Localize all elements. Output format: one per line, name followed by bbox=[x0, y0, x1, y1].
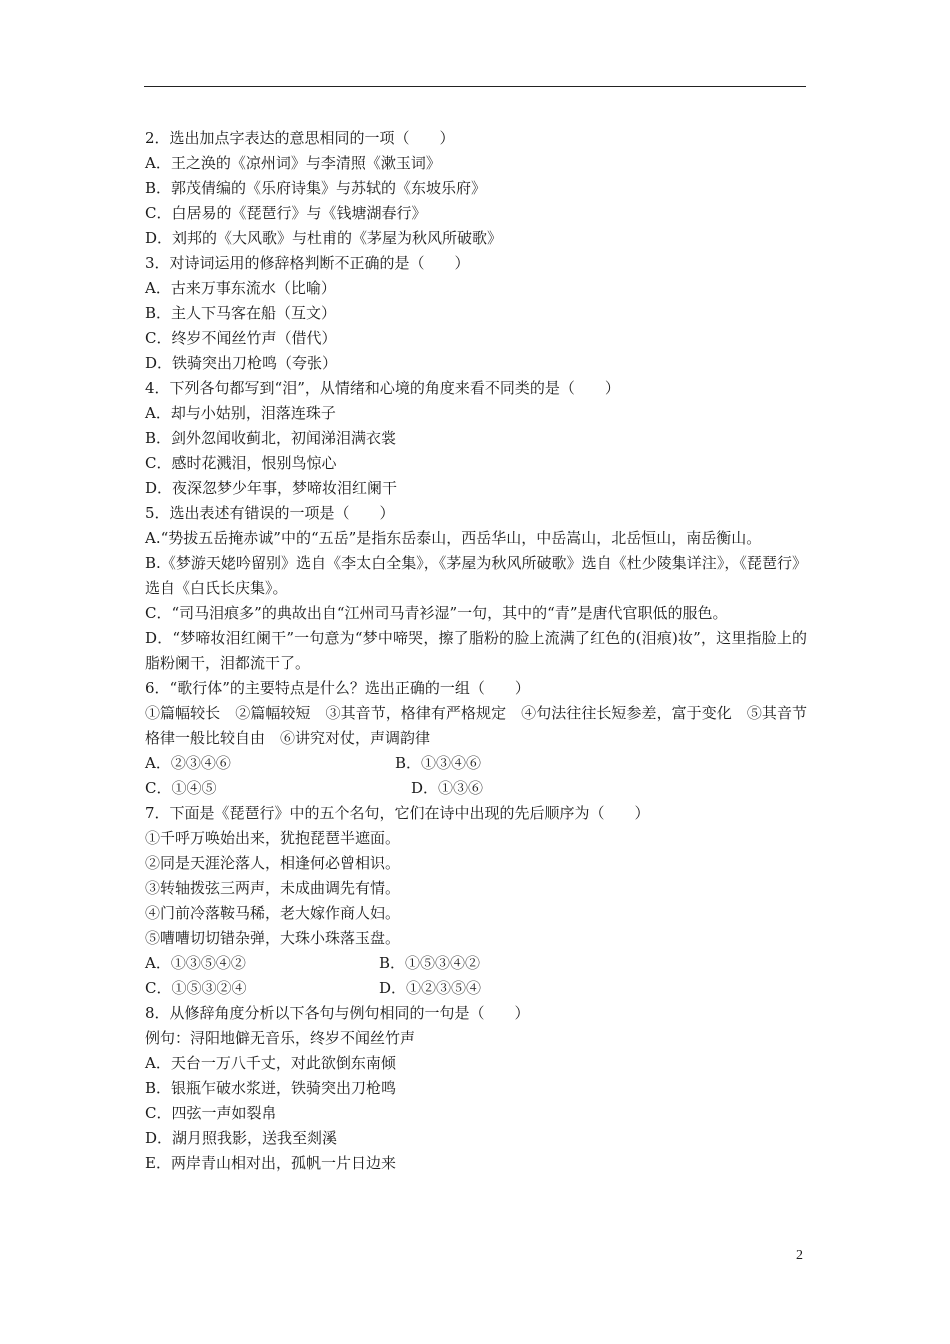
q7-sentence-3: ③转轴拨弦三两声，未成曲调先有情。 bbox=[145, 879, 401, 897]
q7-option-d: D．①②③⑤④ bbox=[379, 979, 482, 997]
q5-option-d: D．“梦啼妆泪红阑干”一句意为“梦中啼哭，擦了脂粉的脸上流满了红色的(泪痕)妆”，这里指脸上的脂粉阑干，泪都流干了。 bbox=[145, 629, 807, 672]
q5-option-b: B.《梦游天姥吟留别》选自《李太白全集》，《茅屋为秋风所破歌》选自《杜少陵集详注》，《琵琶行》选自《白氏长庆集》。 bbox=[145, 554, 807, 597]
q7-options-row-1 bbox=[145, 951, 807, 976]
q8-example: 例句：浔阳地僻无音乐，终岁不闻丝竹声 bbox=[145, 1029, 416, 1047]
q5-option-c: C．“司马泪痕多”的典故出自“江州司马青衫湿”一句，其中的“青”是唐代官职低的服色。 bbox=[145, 604, 728, 622]
q8-option-e: E．两岸青山相对出，孤帆一片日边来 bbox=[145, 1154, 396, 1172]
q3-option-d: D．铁骑突出刀枪鸣（夸张） bbox=[145, 354, 338, 372]
header-rule bbox=[144, 86, 806, 87]
q4-option-d: D．夜深忽梦少年事，梦啼妆泪红阑干 bbox=[145, 479, 398, 497]
q6-stem: 6．“歌行体”的主要特点是什么？选出正确的一组（ ） bbox=[145, 679, 530, 697]
q4-stem: 4．下列各句都写到“泪”，从情绪和心境的角度来看不同类的是（ ） bbox=[145, 379, 620, 397]
q3-option-a: A．古来万事东流水（比喻） bbox=[145, 279, 336, 297]
q7-option-a: A．①③⑤④② bbox=[145, 954, 246, 972]
q2-option-b: B．郭茂倩编的《乐府诗集》与苏轼的《东坡乐府》 bbox=[145, 179, 487, 197]
q6-option-c: C．①④⑤ bbox=[145, 779, 217, 797]
q7-sentence-2: ②同是天涯沦落人，相逢何必曾相识。 bbox=[145, 854, 401, 872]
q8-option-a: A．天台一万八千丈，对此欲倒东南倾 bbox=[145, 1054, 396, 1072]
q7-option-b: B．①⑤③④② bbox=[379, 954, 481, 972]
q6-options-row-1 bbox=[145, 751, 807, 776]
q3-stem: 3．对诗词运用的修辞格判断不正确的是（ ） bbox=[145, 254, 470, 272]
q5-stem: 5．选出表述有错误的一项是（ ） bbox=[145, 504, 395, 522]
q2-option-d: D．刘邦的《大风歌》与杜甫的《茅屋为秋风所破歌》 bbox=[145, 229, 503, 247]
page-number: 2 bbox=[796, 1248, 803, 1263]
q7-option-c: C．①⑤③②④ bbox=[145, 979, 247, 997]
q2-stem: 2．选出加点字表达的意思相同的一项（ ） bbox=[145, 129, 455, 147]
q2-option-a: A．王之涣的《凉州词》与李清照《漱玉词》 bbox=[145, 154, 441, 172]
q7-sentence-4: ④门前冷落鞍马稀，老大嫁作商人妇。 bbox=[145, 904, 401, 922]
q4-option-c: C．感时花溅泪，恨别鸟惊心 bbox=[145, 454, 337, 472]
q3-option-b: B．主人下马客在船（互文） bbox=[145, 304, 337, 322]
q4-option-b: B．剑外忽闻收蓟北，初闻涕泪满衣裳 bbox=[145, 429, 397, 447]
q8-stem: 8．从修辞角度分析以下各句与例句相同的一句是（ ） bbox=[145, 1004, 530, 1022]
q2-option-c: C．白居易的《琵琶行》与《钱塘湖春行》 bbox=[145, 204, 427, 222]
q8-option-c: C．四弦一声如裂帛 bbox=[145, 1104, 277, 1122]
q6-option-b: B．①③④⑥ bbox=[395, 754, 482, 772]
q3-option-c: C．终岁不闻丝竹声（借代） bbox=[145, 329, 337, 347]
page-content bbox=[145, 126, 807, 1176]
q6-option-a: A．②③④⑥ bbox=[145, 754, 231, 772]
q5-option-a: A.“势拔五岳掩赤诚”中的“五岳”是指东岳泰山，西岳华山，中岳嵩山，北岳恒山，南岳衡山。 bbox=[145, 529, 762, 547]
q6-items: ①篇幅较长 ②篇幅较短 ③其音节，格律有严格规定 ④句法往往长短参差，富于变化 ⑤其音节格律一般比较自由 ⑥讲究对仗，声调韵律 bbox=[145, 704, 807, 747]
q7-stem: 7．下面是《琵琶行》中的五个名句，它们在诗中出现的先后顺序为（ ） bbox=[145, 804, 650, 822]
q8-option-d: D．湖月照我影，送我至剡溪 bbox=[145, 1129, 338, 1147]
q7-sentence-1: ①千呼万唤始出来，犹抱琵琶半遮面。 bbox=[145, 829, 401, 847]
q8-option-b: B．银瓶乍破水浆迸，铁骑突出刀枪鸣 bbox=[145, 1079, 397, 1097]
q4-option-a: A．却与小姑别，泪落连珠子 bbox=[145, 404, 336, 422]
q7-options-row-2 bbox=[145, 976, 807, 1001]
q6-options-row-2 bbox=[145, 776, 807, 801]
q7-sentence-5: ⑤嘈嘈切切错杂弹，大珠小珠落玉盘。 bbox=[145, 929, 401, 947]
q6-option-d: D．①③⑥ bbox=[411, 779, 484, 797]
